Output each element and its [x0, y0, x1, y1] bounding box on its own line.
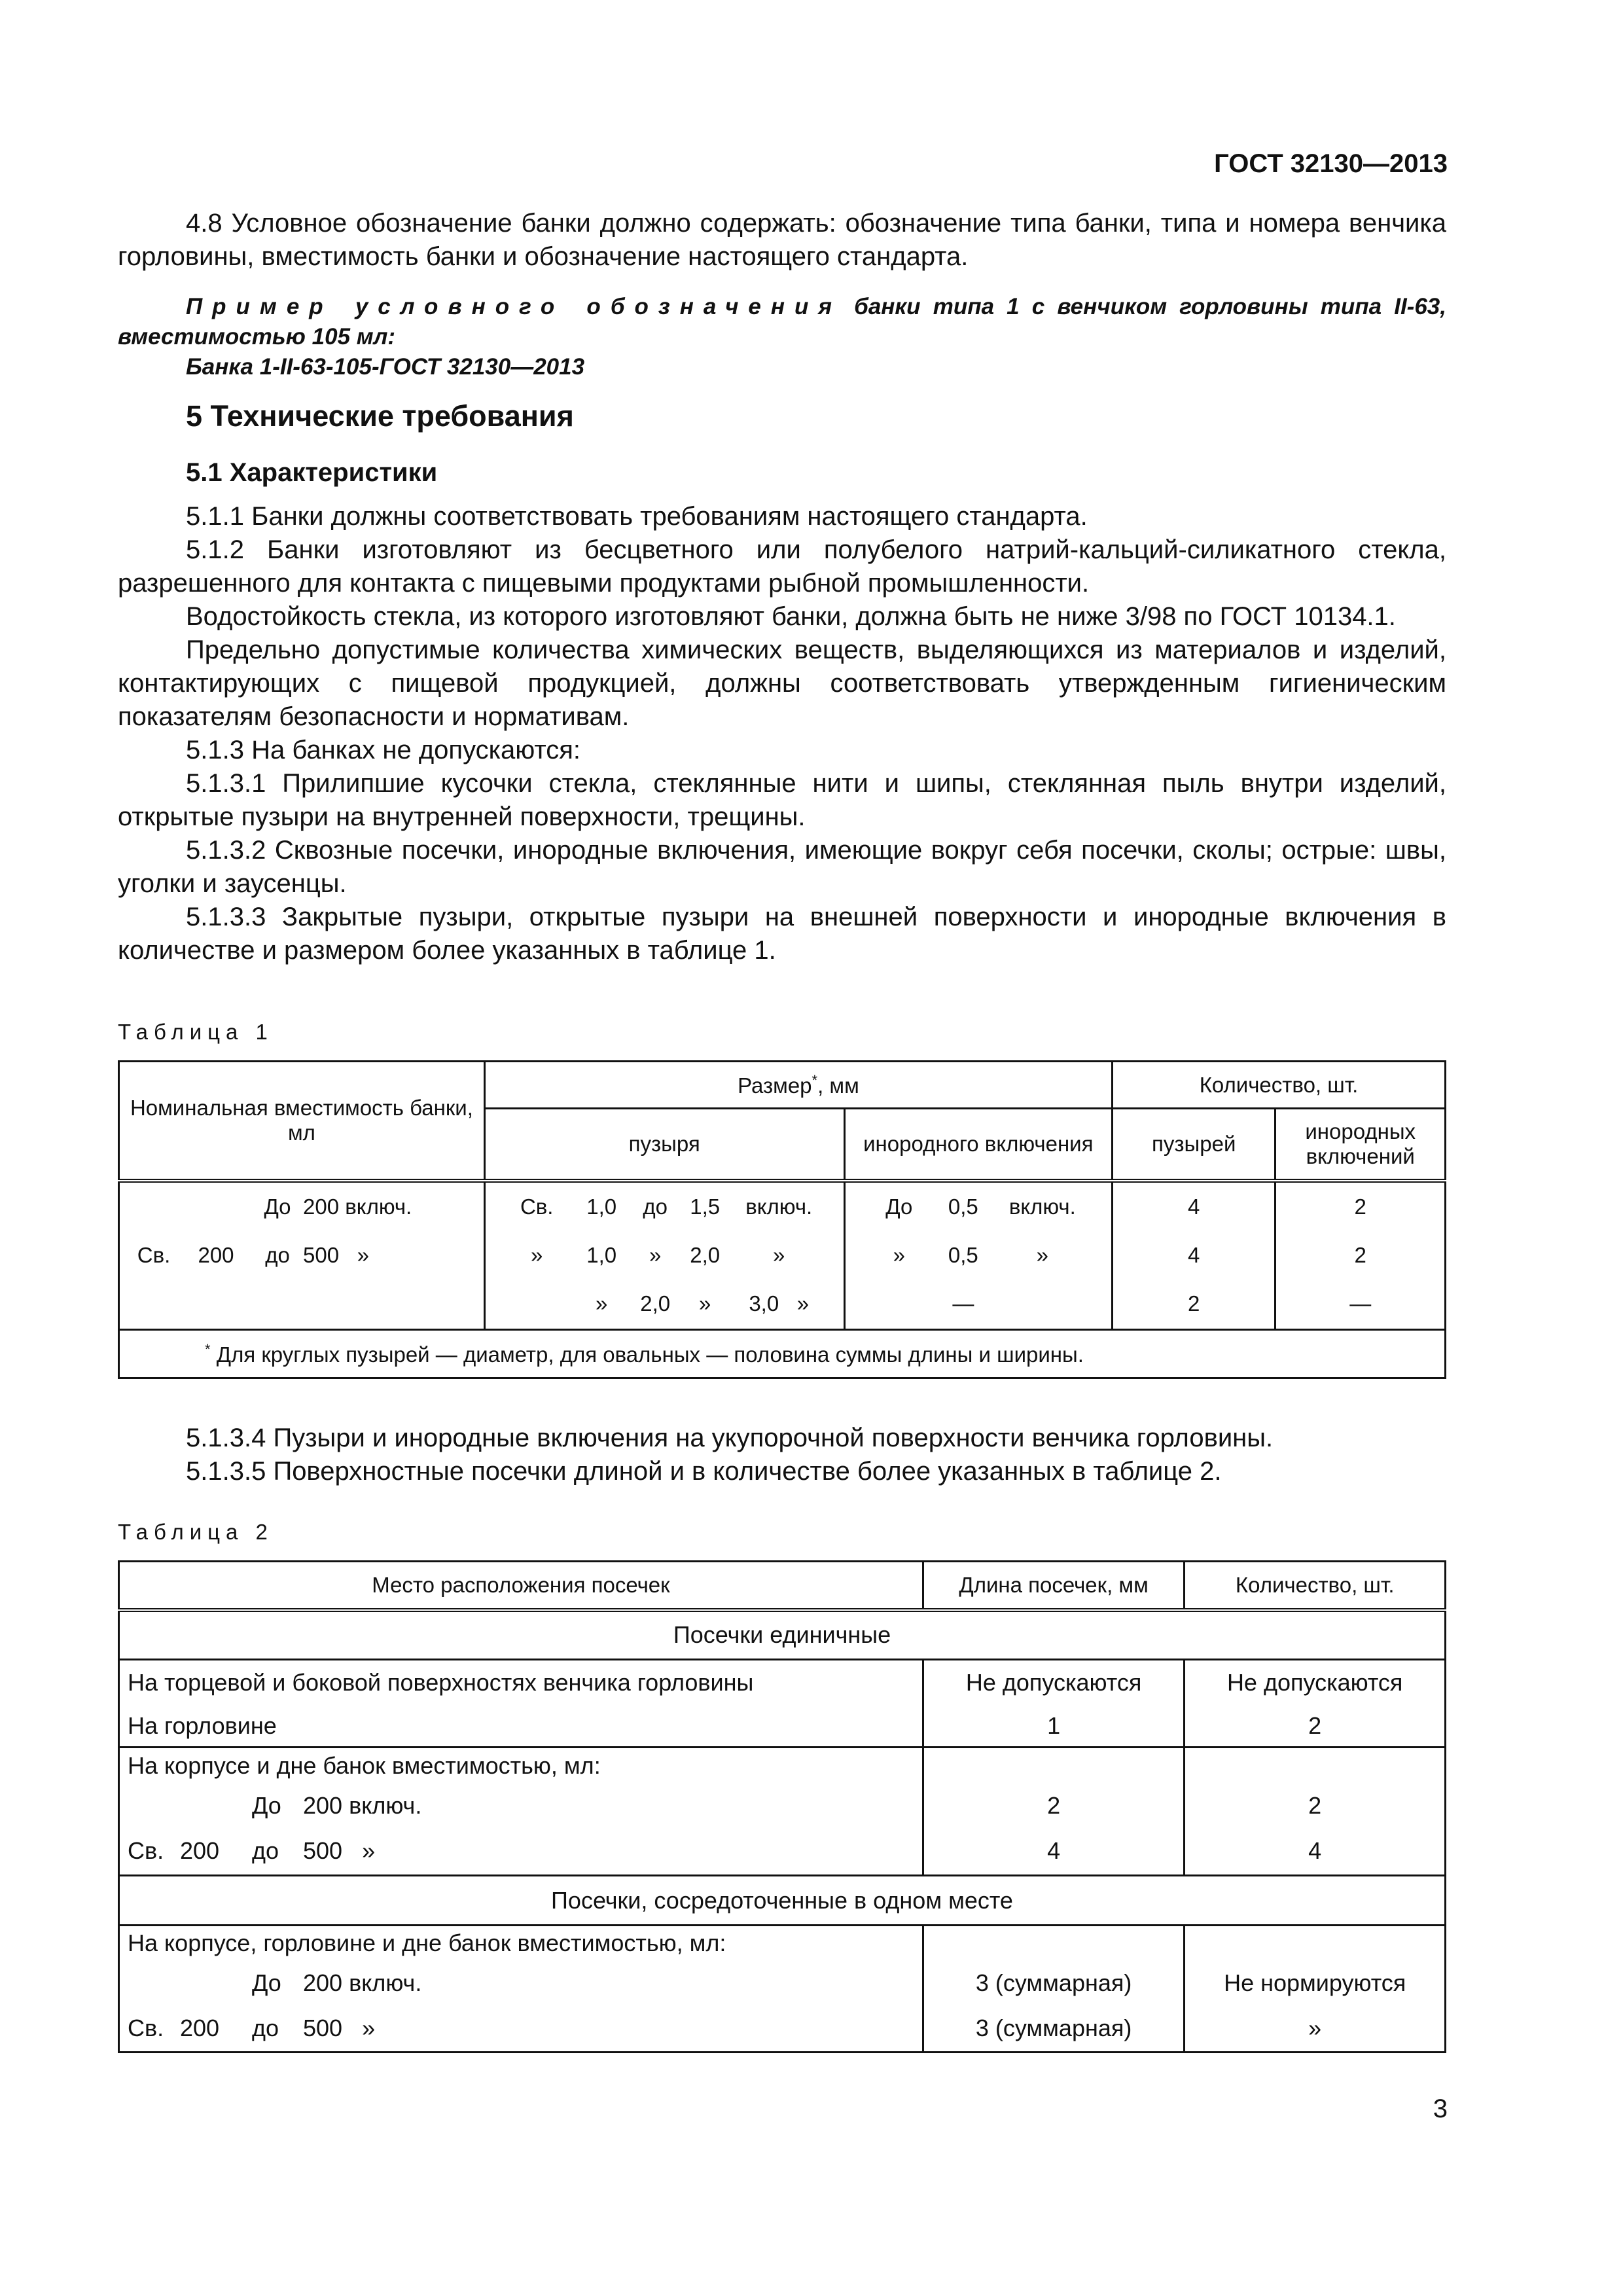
t1-cell: 0,5: [948, 1194, 978, 1219]
t2-cell: 500 »: [303, 1837, 376, 1864]
table-row: [119, 1232, 1446, 1279]
t2-r2-length: 1: [923, 1706, 1185, 1748]
t1-r1-inclusion: [844, 1181, 1113, 1232]
t1-cell: до: [265, 1242, 290, 1267]
t2-cell: 500 »: [303, 2014, 376, 2041]
t2-r3-place: На корпусе и дне банок вместимостью, мл:: [119, 1748, 923, 1784]
table-row: [119, 1827, 1446, 1876]
t1-cell: 2,0: [690, 1242, 721, 1267]
t1-cell: »: [531, 1242, 543, 1267]
t1-r2-bubble: [484, 1232, 844, 1279]
t2-r1-length: Не допускаются: [923, 1660, 1185, 1706]
t2-r3b-qty: 4: [1185, 1827, 1446, 1876]
t1-header-inclusions: инородных включений: [1275, 1109, 1446, 1181]
table-1: [118, 1060, 1446, 1379]
t2-header-place: Место расположения посечек: [119, 1562, 923, 1610]
t1-size-label: Размер: [738, 1073, 812, 1098]
t2-cell: До: [252, 1969, 281, 1996]
table-row: [119, 1181, 1446, 1232]
standard-header: ГОСТ 32130—2013: [1214, 149, 1448, 178]
t1-cell: 1,5: [690, 1194, 721, 1219]
t1-cell: »: [773, 1242, 785, 1267]
t1-cell: До: [264, 1194, 291, 1219]
t1-footnote-text: Для круглых пузырей — диаметр, для овальных — половина суммы длины и ширины.: [210, 1342, 1084, 1367]
t1-r3-inclusion: [844, 1279, 1113, 1330]
t2-r4a-capacity: [119, 1961, 923, 2005]
t1-r3-qty-inclusions: —: [1275, 1279, 1446, 1330]
t2-r3a-qty: 2: [1185, 1784, 1446, 1827]
t2-cell: Св.: [128, 2014, 164, 2041]
t1-header-bubble: пузыря: [484, 1109, 844, 1181]
t1-cell: 2,0: [640, 1291, 671, 1316]
t1-cell: »: [893, 1242, 905, 1267]
t1-header-qty: Количество, шт.: [1113, 1062, 1446, 1109]
paragraph-5-1-3-5: 5.1.3.5 Поверхностные посечки длиной и в количестве более указанных в таблице 2.: [186, 1457, 1222, 1486]
paragraph-5-1-3: 5.1.3 На банках не допускаются:: [186, 736, 581, 764]
t1-cell: Св.: [137, 1242, 171, 1267]
table-row: [119, 2005, 1446, 2053]
t1-r2-capacity: [119, 1232, 485, 1279]
t1-header-size: [484, 1062, 1112, 1109]
t1-cell: —: [952, 1291, 974, 1316]
t2-r3-length: [923, 1748, 1185, 1784]
t2-r4-place: На корпусе, горловине и дне банок вместимостью, мл:: [119, 1926, 923, 1961]
t1-cell: »: [1036, 1242, 1048, 1267]
table-row: [119, 1961, 1446, 2005]
t2-section-concentrated: Посечки, сосредоточенные в одном месте: [119, 1876, 1446, 1926]
t2-r4a-length: 3 (суммарная): [923, 1961, 1185, 2005]
t1-header-bubbles: пузырей: [1113, 1109, 1275, 1181]
t1-cell: включ.: [745, 1194, 813, 1219]
t1-cell: 200: [198, 1242, 234, 1267]
t1-header-inclusion: инородного включения: [844, 1109, 1113, 1181]
t1-r1-capacity: [119, 1181, 485, 1232]
paragraph-5-1-1: 5.1.1 Банки должны соответствовать требованиям настоящего стандарта.: [186, 502, 1088, 531]
t2-r4-length: [923, 1926, 1185, 1961]
example-lead: Пример условного обозначения: [186, 294, 842, 319]
t1-cell: 1,0: [586, 1242, 617, 1267]
t1-cell: »: [699, 1291, 711, 1316]
t2-cell: 200 включ.: [303, 1969, 422, 1996]
t1-cell: 1,0: [586, 1194, 617, 1219]
t2-cell: 200: [180, 1837, 220, 1864]
example-designation: Банка 1-II-63-105-ГОСТ 32130—2013: [186, 354, 585, 380]
table-row: [119, 1279, 1446, 1330]
paragraph-chemical-limits: Предельно допустимые количества химических веществ, выделяющихся из материалов и изделий, контактирующих с пищевой продукцией, должны соответствовать утвержденным гигиеническим показателям безопасности и нормативам.: [118, 636, 1446, 731]
t2-cell: 200: [180, 2014, 220, 2041]
table-row: [119, 1660, 1446, 1706]
t1-r1-qty-inclusions: 2: [1275, 1181, 1446, 1232]
t2-r3b-length: 4: [923, 1827, 1185, 1876]
t2-r3a-capacity: [119, 1784, 923, 1827]
body-text: [118, 207, 1446, 967]
t2-cell: 200 включ.: [303, 1791, 422, 1819]
t2-cell: Св.: [128, 1837, 164, 1864]
table1-caption: Таблица 1: [118, 1020, 274, 1044]
t2-section-single: Посечки единичные: [119, 1610, 1446, 1660]
table-2: [118, 1560, 1446, 2053]
paragraph-5-1-3-2: 5.1.3.2 Сквозные посечки, инородные включения, имеющие вокруг себя посечки, сколы; острые: швы, уголки и заусенцы.: [118, 836, 1446, 898]
designation-example: [118, 292, 1446, 352]
table2-caption: Таблица 2: [118, 1520, 274, 1544]
t1-header-capacity: Номинальная вместимость банки, мл: [119, 1062, 485, 1181]
t1-cell: »: [596, 1291, 608, 1316]
table-row: [119, 1748, 1446, 1784]
t1-cell: Св.: [520, 1194, 554, 1219]
t1-r2-qty-inclusions: 2: [1275, 1232, 1446, 1279]
t2-r4a-qty: Не нормируются: [1185, 1961, 1446, 2005]
t2-r4b-length: 3 (суммарная): [923, 2005, 1185, 2053]
t2-header-length: Длина посечек, мм: [923, 1562, 1185, 1610]
t1-cell: »: [649, 1242, 662, 1267]
section-5-title: 5 Технические требования: [186, 399, 574, 433]
t2-r3b-capacity: [119, 1827, 923, 1876]
t1-footnote-star: *: [205, 1340, 211, 1357]
t2-r1-qty: Не допускаются: [1185, 1660, 1446, 1706]
t2-cell: до: [252, 2014, 279, 2041]
paragraph-5-1-3-3: 5.1.3.3 Закрытые пузыри, открытые пузыри на внешней поверхности и инородные включения в количестве и размером более указанных в таблице 1.: [118, 903, 1446, 965]
t1-r2-qty-bubbles: 4: [1113, 1232, 1275, 1279]
t2-r4-qty: [1185, 1926, 1446, 1961]
example-rest: банки типа 1 с венчиком горловины типа II-63, вместимостью 105 мл:: [118, 294, 1446, 350]
t1-cell: 0,5: [948, 1242, 978, 1267]
t1-r1-qty-bubbles: 4: [1113, 1181, 1275, 1232]
t1-cell: до: [643, 1194, 668, 1219]
t2-r3-qty: [1185, 1748, 1446, 1784]
t2-cell: До: [252, 1791, 281, 1819]
t1-cell: 3,0 »: [749, 1291, 810, 1316]
t2-r2-qty: 2: [1185, 1706, 1446, 1748]
table-row: [119, 1706, 1446, 1748]
t1-r3-bubble: [484, 1279, 844, 1330]
t2-r4b-qty: »: [1185, 2005, 1446, 2053]
t1-cell: 500 »: [303, 1242, 369, 1267]
t2-r2-place: На горловине: [119, 1706, 923, 1748]
t2-r4b-capacity: [119, 2005, 923, 2053]
between-tables-text: [118, 1422, 1446, 1488]
t2-header-qty: Количество, шт.: [1185, 1562, 1446, 1610]
paragraph-water-resistance: Водостойкость стекла, из которого изготовляют банки, должна быть не ниже 3/98 по ГОСТ 10134.1.: [186, 602, 1396, 631]
paragraph-5-1-2: 5.1.2 Банки изготовляют из бесцветного или полубелого натрий-кальций-силикатного стекла, разрешенного для контакта с пищевыми продуктами рыбной промышленности.: [118, 535, 1446, 598]
table-row: [119, 1926, 1446, 1961]
t1-r3-capacity: [119, 1279, 485, 1330]
paragraph-5-1-3-1: 5.1.3.1 Прилипшие кусочки стекла, стеклянные нити и шипы, стеклянная пыль внутри изделий, открытые пузыри на внутренней поверхности, трещины.: [118, 769, 1446, 831]
section-5-1-title: 5.1 Характеристики: [186, 458, 438, 487]
t1-cell: включ.: [1008, 1194, 1076, 1219]
t1-r3-qty-bubbles: 2: [1113, 1279, 1275, 1330]
t1-footnote: [119, 1330, 1446, 1378]
t2-r3a-length: 2: [923, 1784, 1185, 1827]
t1-r2-inclusion: [844, 1232, 1113, 1279]
t1-cell: До: [885, 1194, 913, 1219]
paragraph-4-8: 4.8 Условное обозначение банки должно содержать: обозначение типа банки, типа и номера венчика горловины, вместимость банки и обозначение настоящего стандарта.: [118, 209, 1446, 271]
t1-size-unit: , мм: [817, 1073, 859, 1098]
t2-r1-place: На торцевой и боковой поверхностях венчика горловины: [119, 1660, 923, 1706]
t1-cell: 200 включ.: [303, 1194, 412, 1219]
t1-r1-bubble: [484, 1181, 844, 1232]
paragraph-5-1-3-4: 5.1.3.4 Пузыри и инородные включения на укупорочной поверхности венчика горловины.: [186, 1424, 1274, 1452]
page-number: 3: [1433, 2094, 1448, 2123]
table-row: [119, 1784, 1446, 1827]
t2-cell: до: [252, 1837, 279, 1864]
t1-size-star: *: [812, 1071, 818, 1088]
